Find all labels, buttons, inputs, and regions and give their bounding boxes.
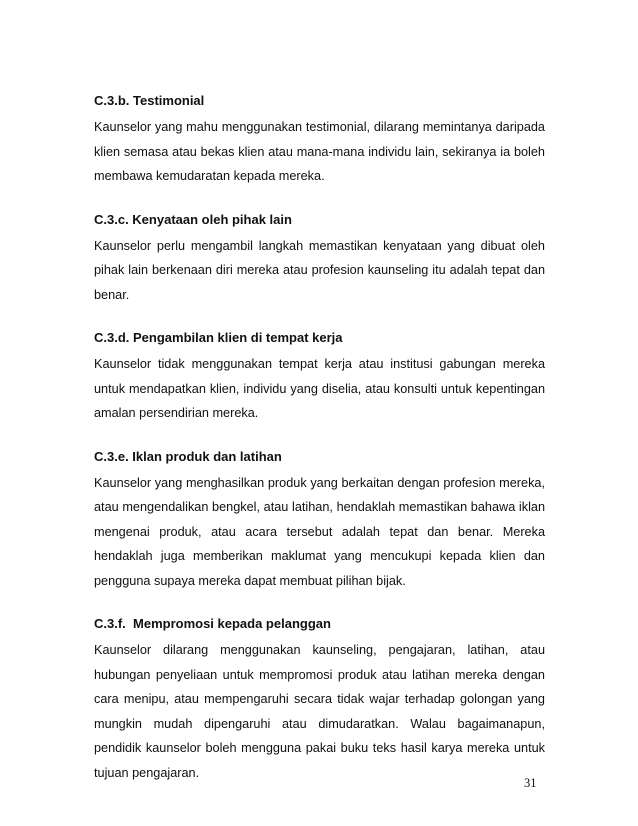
section-heading: C.3.f. Mempromosi kepada pelanggan [94, 616, 331, 631]
section-pengambilan-klien [94, 329, 545, 426]
section-body: Kaunselor yang menghasilkan produk yang berkaitan dengan profesion mereka, atau mengendalikan bengkel, atau latihan, hendaklah memastikan bahawa iklan mengenai produk, atau acara tersebut adalah tepat dan benar. Mereka hendaklah juga memberikan maklumat yang mencukupi kepada klien dan pengguna supaya mereka dapat membuat pilihan bijak. [94, 475, 545, 588]
section-body: Kaunselor perlu mengambil langkah memastikan kenyataan yang dibuat oleh pihak lain berkenaan diri mereka atau profesion kaunseling itu adalah tepat dan benar. [94, 238, 545, 302]
page-number: 31 [524, 776, 537, 790]
section-body: Kaunselor dilarang menggunakan kaunseling, pengajaran, latihan, atau hubungan penyeliaan untuk mempromosi produk atau latihan mereka dengan cara menipu, atau mempengaruhi secara tidak wajar terhadap golongan yang mungkin mudah dipengaruhi atau dimudaratkan. Walau bagaimanapun, pendidik kaunselor boleh mengguna pakai buku teks hasil karya mereka untuk tujuan pengajaran. [94, 643, 545, 780]
section-heading: C.3.d. Pengambilan klien di tempat kerja [94, 330, 343, 345]
section-kenyataan-pihak-lain [94, 211, 545, 308]
section-heading: C.3.c. Kenyataan oleh pihak lain [94, 211, 292, 227]
section-iklan-produk [94, 448, 545, 594]
section-body: Kaunselor tidak menggunakan tempat kerja atau institusi gabungan mereka untuk mendapatkan klien, individu yang diselia, atau konsulti untuk kepentingan amalan persendirian mereka. [94, 357, 545, 420]
section-heading: C.3.e. Iklan produk dan latihan [94, 448, 282, 464]
section-testimonial [94, 92, 545, 189]
section-body: Kaunselor yang mahu menggunakan testimonial, dilarang memintanya daripada klien semasa atau bekas klien atau mana-mana individu lain, sekiranya ia boleh membawa kemudaratan kepada mereka. [94, 120, 545, 183]
document-page [94, 92, 545, 807]
section-heading: C.3.b. Testimonial [94, 93, 205, 108]
section-mempromosi [94, 615, 545, 785]
